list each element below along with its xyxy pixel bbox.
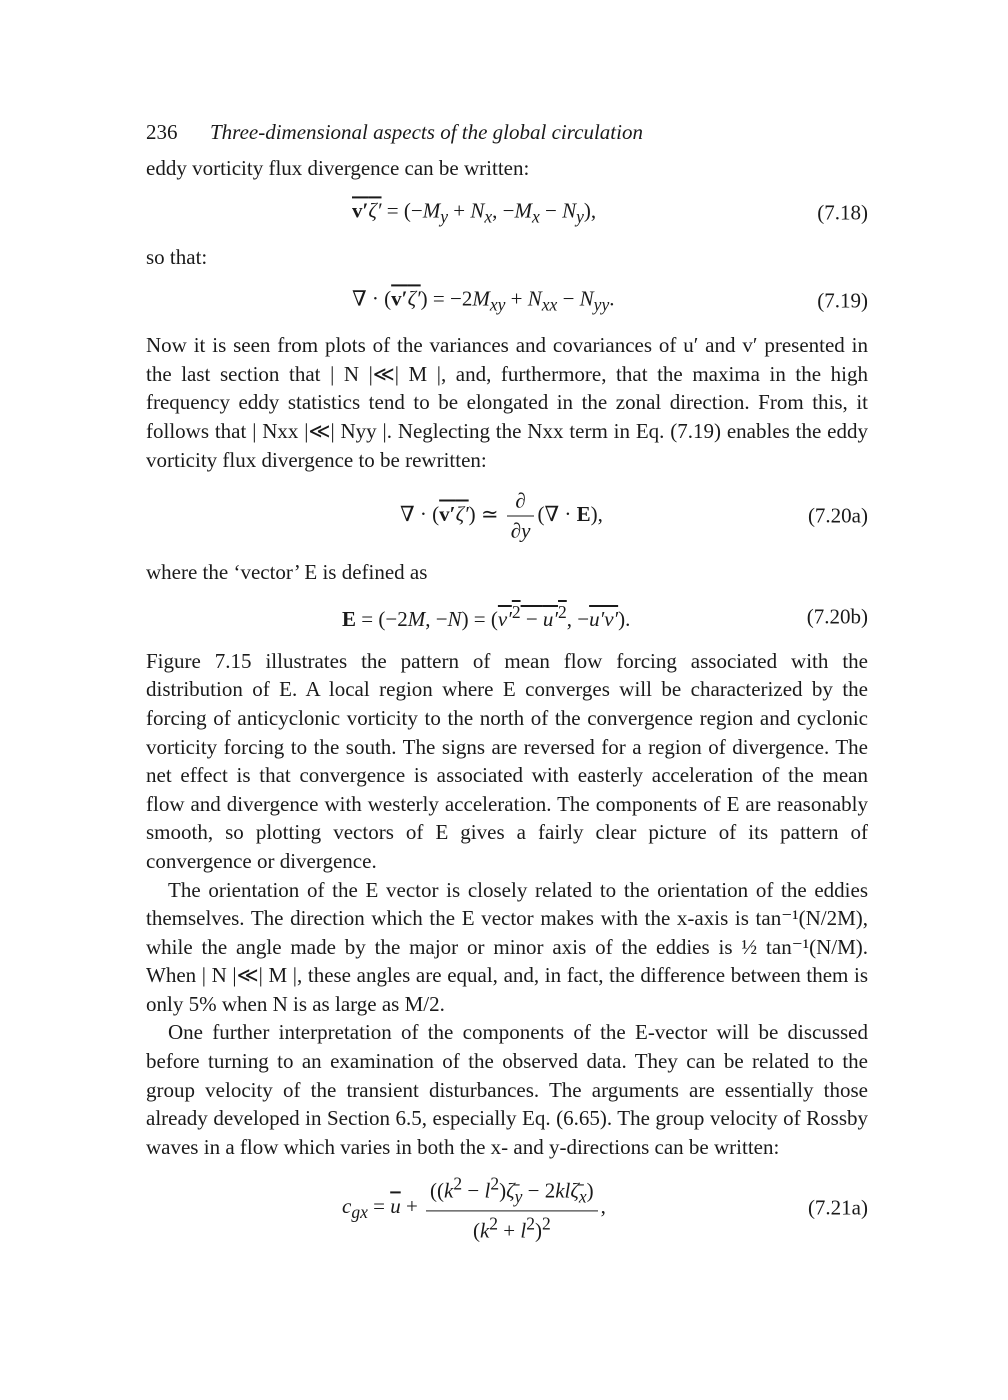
equation-7-21a [146,1161,868,1255]
equation-7-18-number: (7.18) [817,200,868,225]
equation-7-20b-body: E = (−2M, $-N) = (v'^2 - u'^2$, −u′v′). [342,601,631,631]
equation-7-20a [146,474,868,558]
paragraph-3: Now it is seen from plots of the variances and covariances of u′ and v′ presented in the last section that | N |≪| M |, and, furthermore, that the maxima in the high frequency eddy statistics tend to be elongated in the zonal direction. From this, it follows that | Nxx |≪| Nyy |. Neglecting the Nxx term in Eq. (7.19) enables the eddy vorticity flux divergence to be rewritten: [146,333,868,472]
equation-7-20a-body: ∇ · (v′ζ′) ≃ $\frac{\partial}{\partial y}$ (∇ · E), [400,488,603,543]
paragraph-4: where the ‘vector’ E is defined as [146,560,428,585]
equation-7-18 [146,183,868,243]
running-head-title: Three-dimensional aspects of the global circulation [210,120,643,144]
equation-7-21a-body: $c_{gx} = \overline{u}$ + $\frac{((k^2 - l^2)\zetā_y - 2kl\zetā_x)}{(k^2 + l^2)^2}$ , [342,1173,606,1243]
running-header [146,120,868,154]
equation-7-19-number: (7.19) [817,288,868,313]
paragraph-7: One further interpretation of the components of the E-vector will be discussed before turning to an examination of the observed data. They can be related to the group velocity of the transient disturbances. The arguments are essentially those already developed in Section 6.5, especially Eq. (6.65). The group velocity of Rossby waves in a flow which varies in both the x- and y-directions can be written: [146,1020,868,1159]
paragraph-2: so that: [146,244,208,269]
equation-7-19-body: ∇ · $(v'\zeta') = -2M_{xy} + N_{xx} - N_{yy}$. [352,286,615,315]
equation-7-18-body: $v'\zeta' = (-M_y + N_x$, $-M_x - N_y$), [352,198,597,227]
paragraph-6: The orientation of the E vector is closely related to the orientation of the eddies themselves. The direction which the E vector makes with the x-axis is tan⁻¹(N/2M), while the angle made by the major or minor axis of the eddies is ½ tan⁻¹(N/M). When | N |≪| M |, these angles are equal, and, in fact, the difference between them is only 5% when N is as large as M/2. [146,877,868,1016]
equation-7-19 [146,271,868,331]
equation-7-21a-number: (7.21a) [807,1195,868,1220]
paragraph-5: Figure 7.15 illustrates the pattern of mean flow forcing associated with the distribution of E. A local region where E converges will be characterized by the forcing of anticyclonic vorticity to the north of the convergence region and cyclonic vorticity forcing to the south. The signs are reversed for a region of divergence. The net effect is that convergence is associated with easterly acceleration of the mean flow and divergence with westerly acceleration. The components of E are reasonably smooth, so plotting vectors of E gives a fairly clear picture of its pattern of convergence or divergence. [146,648,868,873]
equation-7-20a-number: (7.20a) [807,503,868,528]
paragraph-1: eddy vorticity flux divergence can be written: [146,156,530,180]
equation-7-20b [146,587,868,647]
book-page [146,120,868,1255]
equation-7-20b-number: (7.20b) [806,604,868,629]
page-number: 236 [146,120,178,144]
